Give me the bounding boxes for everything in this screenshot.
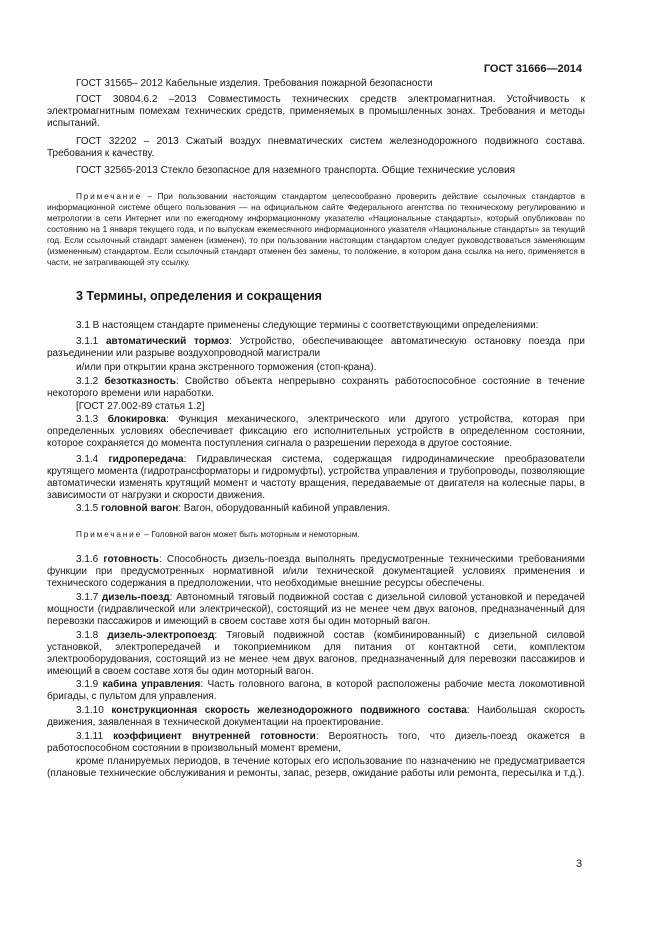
term-number: 3.1.2 xyxy=(76,376,99,387)
term-3-1-8 xyxy=(47,630,585,678)
term-number: 3.1.8 xyxy=(76,630,99,641)
term-name: автоматический тормоз xyxy=(106,336,230,347)
term-name: головной вагон xyxy=(101,503,179,514)
term-number: 3.1.9 xyxy=(76,679,99,690)
term-3-1-9 xyxy=(47,679,585,703)
term-3-1-7 xyxy=(47,592,585,628)
term-definition: : Способность дизель-поезда выполнять предусмотренные техническими требованиями функции при предусмотренных нормативной и/или технической документацией условиях применения и технического содержания в предположении, что необходимые внешние ресурсы обеспечены. xyxy=(47,554,586,589)
term-number: 3.1.4 xyxy=(76,454,99,465)
ref-gost-32565: ГОСТ 32565-2013 Стекло безопасное для наземного транспорта. Общие технические условия xyxy=(76,165,516,176)
term-definition: : Устройство, обеспечивающее автоматическую остановку поезда при разъединении или разрыве воздухопроводной магистрали xyxy=(47,336,585,359)
note-text: – Головной вагон может быть моторным и немоторным. xyxy=(144,529,360,539)
term-definition: : Наибольшая скорость движения, заявленная в технической документации на проектирование. xyxy=(47,705,586,728)
term-3-1-2-source: [ГОСТ 27.002-89 статья 1.2] xyxy=(76,401,205,412)
term-name: безотказность xyxy=(104,376,176,387)
term-name: гидропередача xyxy=(108,454,184,465)
document-code: ГОСТ 31666—2014 xyxy=(483,63,582,75)
ref-gost-30804: ГОСТ 30804.6.2 –2013 Совместимость технических средств электромагнитная. Устойчивость к электромагнитным помехам технических средств, применяемых в промышленных зонах. Требования и методы испытаний. xyxy=(47,94,585,129)
term-definition: : Вероятность того, что дизель-поезд окажется в работоспособном состоянии в произвольный момент времени, xyxy=(47,731,586,754)
term-3-1-5 xyxy=(47,503,585,515)
term-number: 3.1.6 xyxy=(76,554,99,565)
note-text: – При пользовании настоящим стандартом целесообразно проверить действие ссылочных стандартов в информационной системе общего пользования — на официальном сайте Федерального агентства по техническому регулированию и метрологии в сети Интернет или по ежегодному информационному указателю «Национальные стандарты», который опубликован по состоянию на 1 января текущего года, и по выпускам ежемесячного информационного указателя «Национальные стандарты» за текущий год. Если ссылочный стандарт заменен (изменен), то при пользовании настоящим стандартом следует руководствоваться заменяющим (измененным) стандартом. Если ссылочный стандарт отменен без замены, то положение, в котором дана ссылка на него, применяется в части, не затрагивающей эту ссылку. xyxy=(47,191,585,267)
term-name: кабина управления xyxy=(102,679,201,690)
term-definition: : Свойство объекта непрерывно сохранять работоспособное состояние в течение некоторого времени или наработки. xyxy=(47,376,585,399)
term-number: 3.1.1 xyxy=(76,336,99,347)
term-number: 3.1.7 xyxy=(76,592,99,603)
note-label: Примечание xyxy=(76,529,143,539)
term-3-1-10 xyxy=(47,705,585,729)
term-number: 3.1.10 xyxy=(76,705,104,716)
term-name: конструкционная скорость железнодорожного подвижного состава xyxy=(111,705,467,716)
term-number: 3.1.11 xyxy=(76,731,104,742)
term-definition: : Автономный тяговый подвижной состав с дизельной силовой установкой и передачей мощности (гидравлической или электрической), состоящий из не менее чем двух вагонов, предназначенный для перевозки пассажиров и имеющий в своем составе хотя бы один моторный вагон. xyxy=(47,592,585,627)
page-number: 3 xyxy=(576,858,583,870)
term-3-1-11 xyxy=(47,731,585,755)
ref-gost-31565: ГОСТ 31565– 2012 Кабельные изделия. Требования пожарной безопасности xyxy=(76,78,433,89)
term-3-1-3 xyxy=(47,414,585,450)
term-definition: : Тяговый подвижной состав (комбинированный) с дизельной силовой установкой, электропередачей и токоприемником для питания от контактной сети, комплектом электрооборудования, состоящий из не менее чем двух вагонов, предназначенный для перевозки пассажиров и имеющий в своем составе хотя бы один моторный вагон. xyxy=(47,630,585,677)
note-head-car xyxy=(47,529,585,540)
term-number: 3.1.5 xyxy=(76,503,99,514)
term-definition: : Вагон, оборудованный кабиной управления. xyxy=(178,503,391,514)
term-name: коэффициент внутренней готовности xyxy=(113,731,316,742)
note-label: Примечание xyxy=(76,191,143,201)
term-3-1-11-continuation: кроме планируемых периодов, в течение которых его использование по назначению не предусматривается (плановые технические обслуживания и ремонты, запас, резерв, ожидание работы или ремонта, пересылка и т.д.). xyxy=(47,756,585,779)
note-references xyxy=(47,191,585,268)
term-definition: : Часть головного вагона, в которой расположены рабочие места локомотивной бригады, с пультом для управления. xyxy=(47,679,585,702)
term-definition: : Функция механического, электрического или другого устройства, которая при определенных условиях обеспечивает фиксацию его исполнительных устройств в определенном состоянии, которое сохраняется до момента поступления сигнала о разрешении перехода в другое состояние. xyxy=(47,414,585,449)
term-name: дизель-поезд xyxy=(101,592,170,603)
ref-gost-32202: ГОСТ 32202 – 2013 Сжатый воздух пневматических систем железнодорожного подвижного состава. Требования к качеству. xyxy=(47,136,585,159)
page-content xyxy=(47,78,585,780)
term-name: блокировка xyxy=(107,414,167,425)
term-3-1-1 xyxy=(47,336,585,360)
term-3-1-2 xyxy=(47,376,585,400)
term-3-1-1-continuation: и/или при открытии крана экстренного торможения (стоп-крана). xyxy=(76,362,377,373)
terms-intro: 3.1 В настоящем стандарте применены следующие термины с соответствующими определениями: xyxy=(76,320,539,331)
term-3-1-6 xyxy=(47,554,585,590)
term-number: 3.1.3 xyxy=(76,414,99,425)
term-3-1-4 xyxy=(47,454,585,502)
term-name: дизель-электропоезд xyxy=(107,630,215,641)
term-definition: : Гидравлическая система, содержащая гидродинамические преобразователи крутящего момента (гидротрансформаторы и гидромуфты), устройства управления и трубопроводы, позволяющие автоматически изменять крутящий момент и частоту вращения, передаваемые от двигателя на колесные пары, в зависимости от нагрузки и скорости движения. xyxy=(47,454,586,501)
term-name: готовность xyxy=(103,554,159,565)
section-heading: 3 Термины, определения и сокращения xyxy=(76,289,322,303)
